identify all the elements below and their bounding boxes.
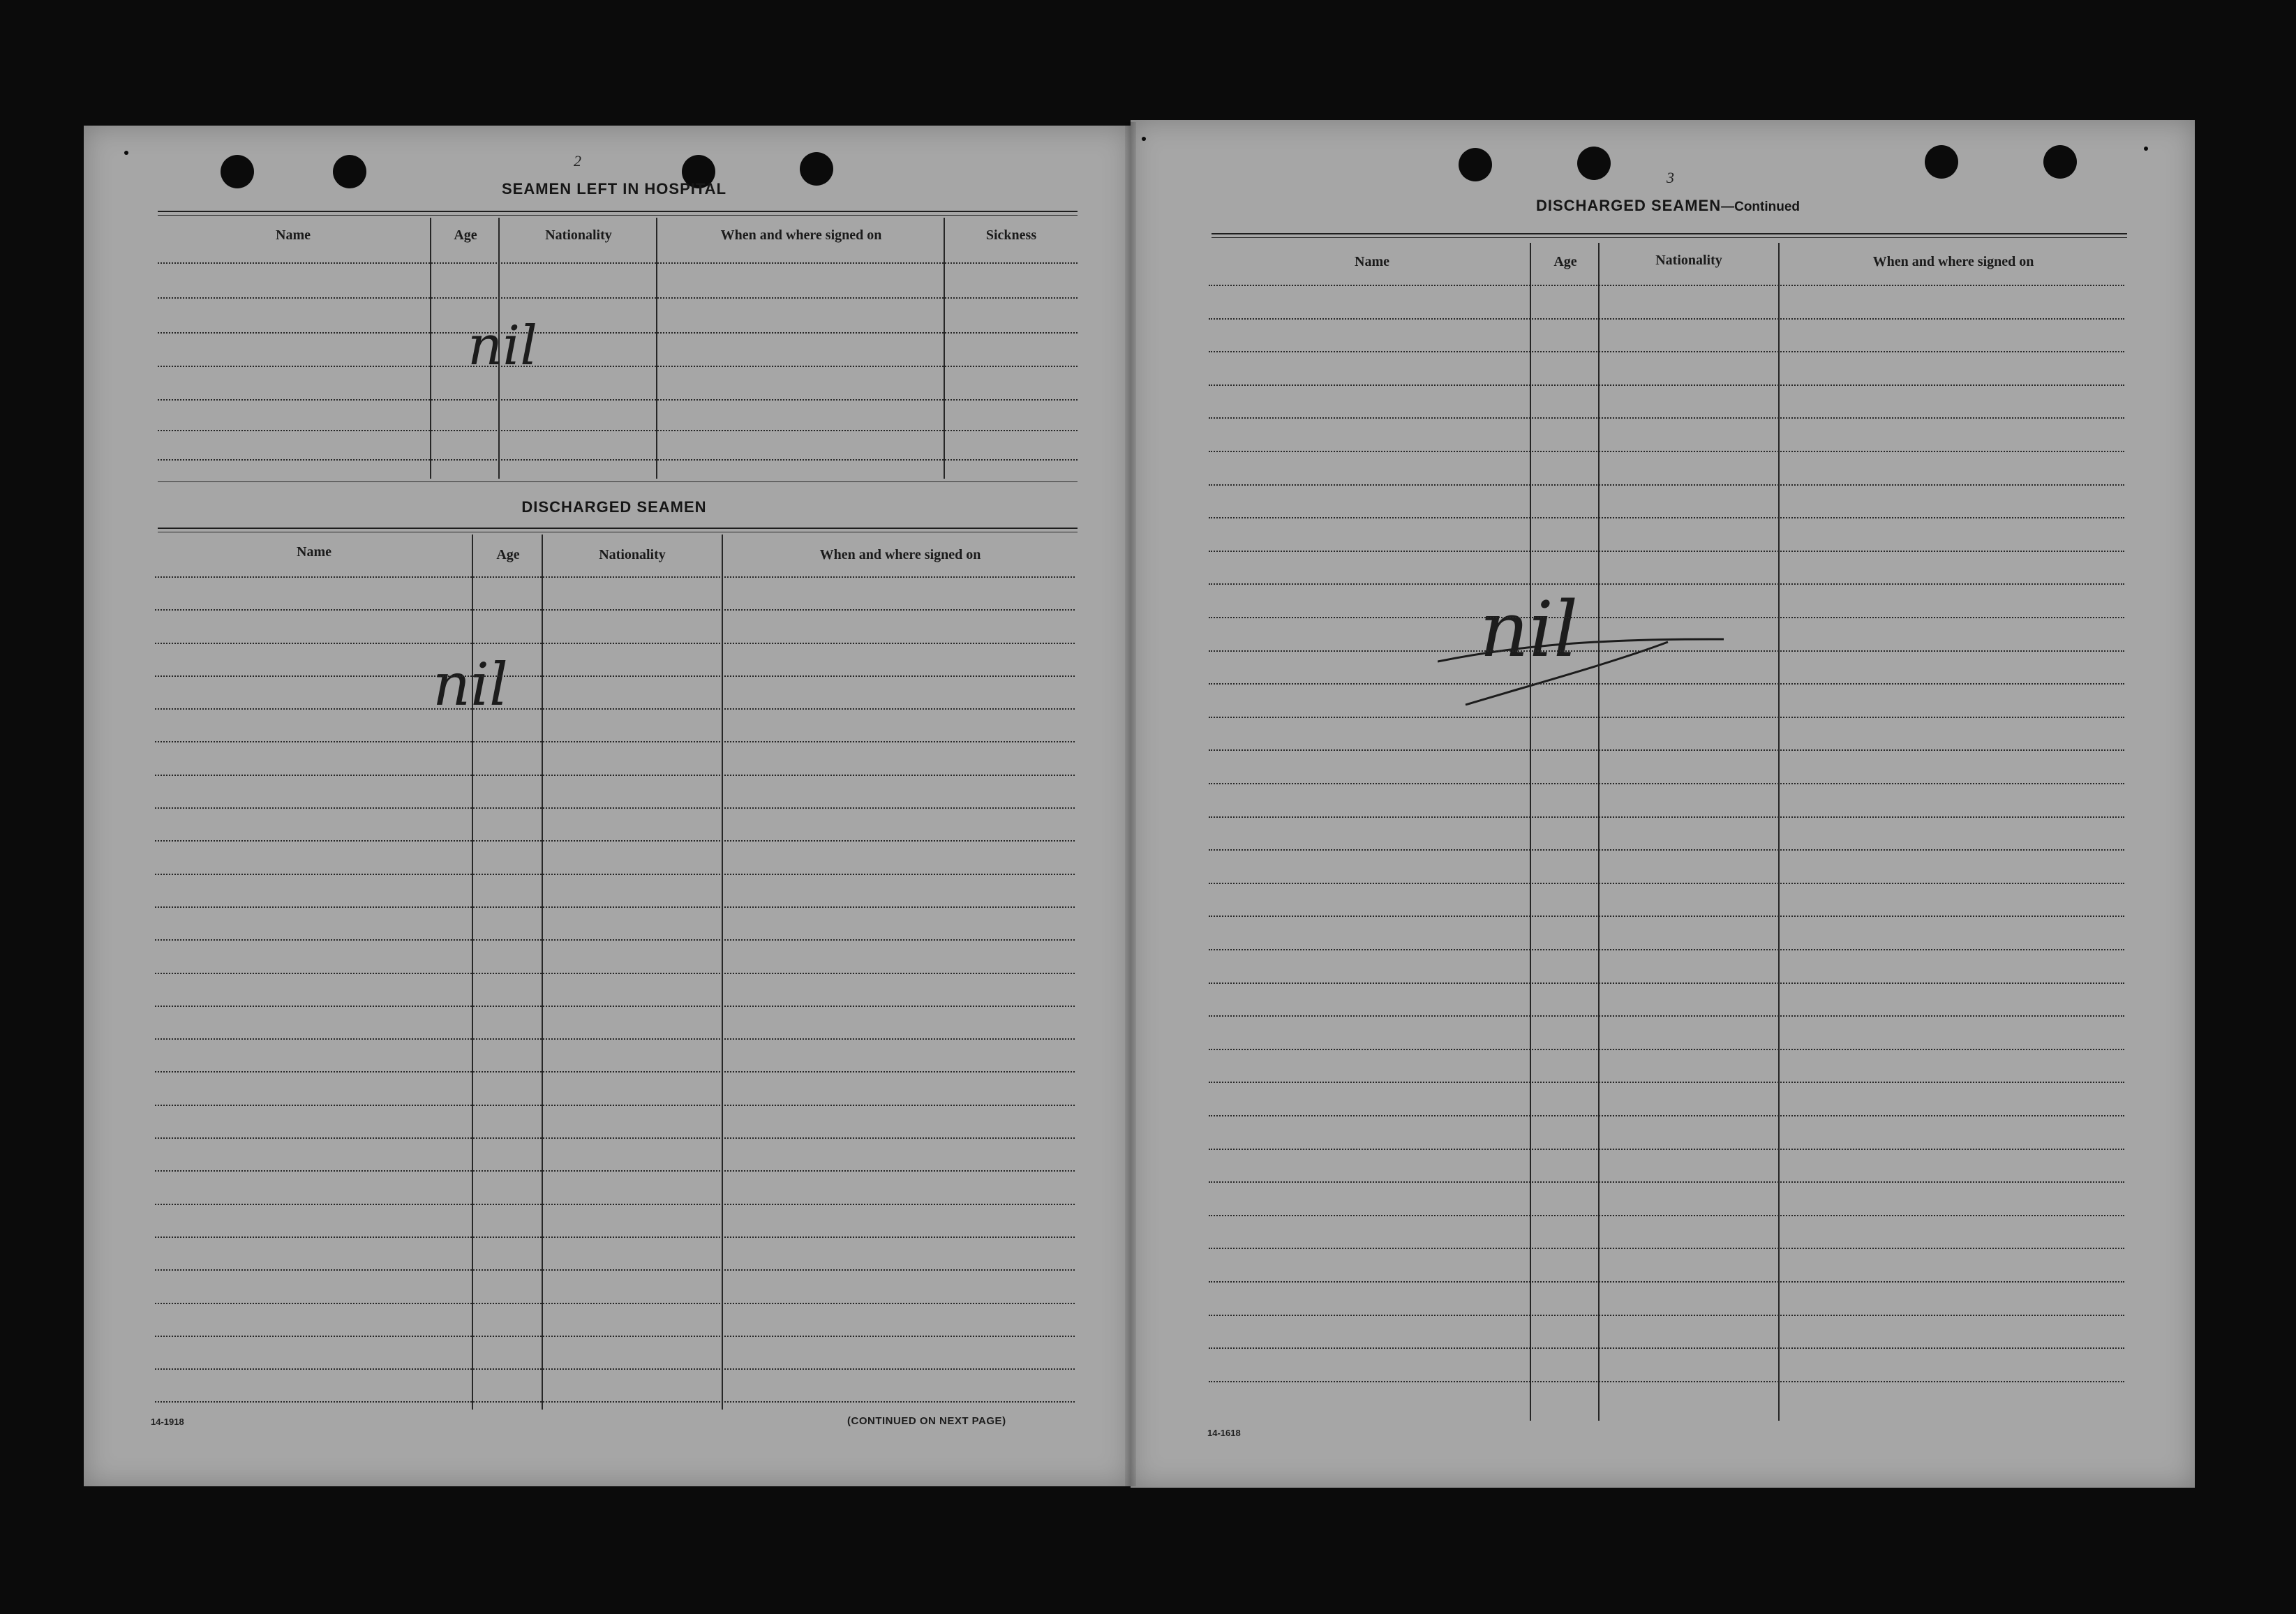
hospital-col-divider: [430, 218, 431, 479]
ruled-row-line: [1209, 1049, 2124, 1050]
ruled-row-line: [155, 643, 1075, 644]
column-divider: [1778, 243, 1780, 1421]
ruled-row-line: [1209, 982, 2124, 984]
hospital-row-line: [158, 262, 1078, 264]
discharged-col-age: Age: [496, 547, 520, 562]
ruled-row-line: [1209, 517, 2124, 518]
ruled-row-line: [1209, 1347, 2124, 1349]
ruled-row-line: [1209, 318, 2124, 320]
ruled-row-line: [1209, 1181, 2124, 1183]
continued-note: (CONTINUED ON NEXT PAGE): [847, 1415, 1006, 1427]
ruled-row-line: [155, 807, 1075, 809]
ruled-row-line: [1209, 285, 2124, 286]
form-code-right: 14-1618: [1207, 1428, 1241, 1438]
punch-hole: [2043, 145, 2077, 179]
ruled-row-line: [1209, 1381, 2124, 1382]
hospital-top-rule-2: [158, 215, 1078, 216]
discharged-nil-handwritten: [419, 649, 600, 726]
continued-suffix: —Continued: [1721, 200, 1801, 214]
right-nil-handwritten: [1438, 572, 1731, 719]
punch-hole: [1459, 148, 1492, 181]
page-number-left: 2: [574, 152, 581, 170]
ruled-row-line: [155, 1204, 1075, 1205]
ruled-row-line: [1209, 949, 2124, 950]
ruled-row-line: [1209, 683, 2124, 685]
ruled-row-line: [155, 1071, 1075, 1073]
ruled-row-line: [155, 1336, 1075, 1337]
hospital-col-divider: [656, 218, 657, 479]
right-col-nationality: Nationality: [1655, 253, 1722, 268]
right-nil-text: nil: [1479, 585, 1579, 674]
column-divider: [722, 535, 723, 1410]
right-top-rule: [1212, 233, 2127, 234]
hospital-col-nationality: Nationality: [545, 227, 612, 243]
ruled-row-line: [1209, 650, 2124, 652]
ruled-row-line: [155, 1137, 1075, 1139]
ruled-row-line: [155, 675, 1075, 677]
ruled-row-line: [1209, 617, 2124, 618]
ruled-row-line: [1209, 849, 2124, 851]
column-divider: [1530, 243, 1531, 1421]
ruled-row-line: [1209, 916, 2124, 917]
page-fold: [1125, 122, 1136, 1486]
hospital-col-age: Age: [454, 227, 477, 243]
ruled-row-line: [1209, 1281, 2124, 1283]
ruled-row-line: [1209, 384, 2124, 386]
punch-hole: [1925, 145, 1958, 179]
page-number-right: 3: [1667, 169, 1674, 186]
paper-speck: [1142, 137, 1146, 141]
column-divider: [542, 535, 543, 1410]
discharged-section-title: DISCHARGED SEAMEN: [521, 498, 707, 516]
ruled-row-line: [155, 576, 1075, 578]
ruled-row-line: [155, 741, 1075, 742]
punch-hole: [1577, 147, 1611, 180]
discharged-col-name: Name: [297, 544, 331, 560]
ruled-row-line: [1209, 1248, 2124, 1249]
ruled-row-line: [155, 973, 1075, 974]
ruled-row-line: [155, 1269, 1075, 1271]
ruled-row-line: [1209, 583, 2124, 585]
ruled-row-line: [155, 1105, 1075, 1106]
discharged-nil-text: nil: [433, 650, 508, 719]
column-divider: [472, 535, 473, 1410]
ruled-row-line: [1209, 749, 2124, 751]
paper-speck: [2144, 147, 2148, 151]
ruled-row-line: [1209, 1215, 2124, 1216]
discharged-top-rule: [158, 528, 1078, 529]
ruled-row-line: [1209, 717, 2124, 718]
ruled-row-line: [155, 708, 1075, 710]
ruled-row-line: [155, 775, 1075, 776]
ruled-row-line: [1209, 417, 2124, 419]
right-top-rule-2: [1212, 237, 2127, 238]
hospital-col-divider: [944, 218, 945, 479]
hospital-row-line: [158, 430, 1078, 431]
punch-hole: [221, 155, 254, 188]
ruled-row-line: [155, 1170, 1075, 1172]
right-col-signed-on: When and where signed on: [1872, 254, 2034, 269]
ruled-row-line: [155, 1006, 1075, 1007]
form-code-left: 14-1918: [151, 1417, 184, 1427]
punch-hole: [333, 155, 366, 188]
ruled-row-line: [155, 939, 1075, 941]
hospital-section-title: SEAMEN LEFT IN HOSPITAL: [501, 180, 727, 197]
hospital-col-name: Name: [276, 227, 311, 243]
ruled-row-line: [155, 1236, 1075, 1238]
hospital-row-line: [158, 399, 1078, 401]
ruled-row-line: [1209, 451, 2124, 452]
hospital-col-signed-on: When and where signed on: [720, 227, 882, 243]
ruled-row-line: [1209, 551, 2124, 552]
discharged-continued-title-main: DISCHARGED SEAMEN: [1535, 197, 1722, 214]
hospital-col-sickness: Sickness: [985, 227, 1037, 243]
ruled-row-line: [1209, 1082, 2124, 1083]
ruled-row-line: [1209, 816, 2124, 818]
ruled-row-line: [155, 609, 1075, 611]
ruled-row-line: [155, 874, 1075, 875]
column-divider: [1598, 243, 1600, 1421]
ruled-row-line: [1209, 351, 2124, 352]
ruled-row-line: [1209, 1115, 2124, 1116]
discharged-continued-title: [1438, 197, 1898, 215]
discharged-col-signed-on: When and where signed on: [819, 547, 981, 562]
right-col-age: Age: [1553, 254, 1577, 269]
right-page: [1131, 120, 2195, 1488]
ruled-row-line: [1209, 883, 2124, 884]
discharged-col-nationality: Nationality: [599, 547, 666, 562]
hospital-nil-text: nil: [468, 315, 538, 378]
hospital-top-rule: [158, 211, 1078, 212]
ruled-row-line: [1209, 1015, 2124, 1017]
ruled-row-line: [155, 1368, 1075, 1370]
ruled-row-line: [1209, 1149, 2124, 1150]
right-col-name: Name: [1355, 254, 1389, 269]
ruled-row-line: [155, 1401, 1075, 1403]
ruled-row-line: [1209, 783, 2124, 784]
ruled-row-line: [155, 1303, 1075, 1304]
paper-speck: [124, 151, 128, 155]
hospital-nil-handwritten: [454, 314, 621, 384]
ruled-row-line: [1209, 1315, 2124, 1316]
hospital-row-line: [158, 459, 1078, 461]
ruled-row-line: [155, 840, 1075, 842]
discharged-top-rule-0: [158, 481, 1078, 482]
hospital-row-line: [158, 297, 1078, 299]
ruled-row-line: [1209, 484, 2124, 486]
ruled-row-line: [155, 1038, 1075, 1040]
ruled-row-line: [155, 906, 1075, 908]
